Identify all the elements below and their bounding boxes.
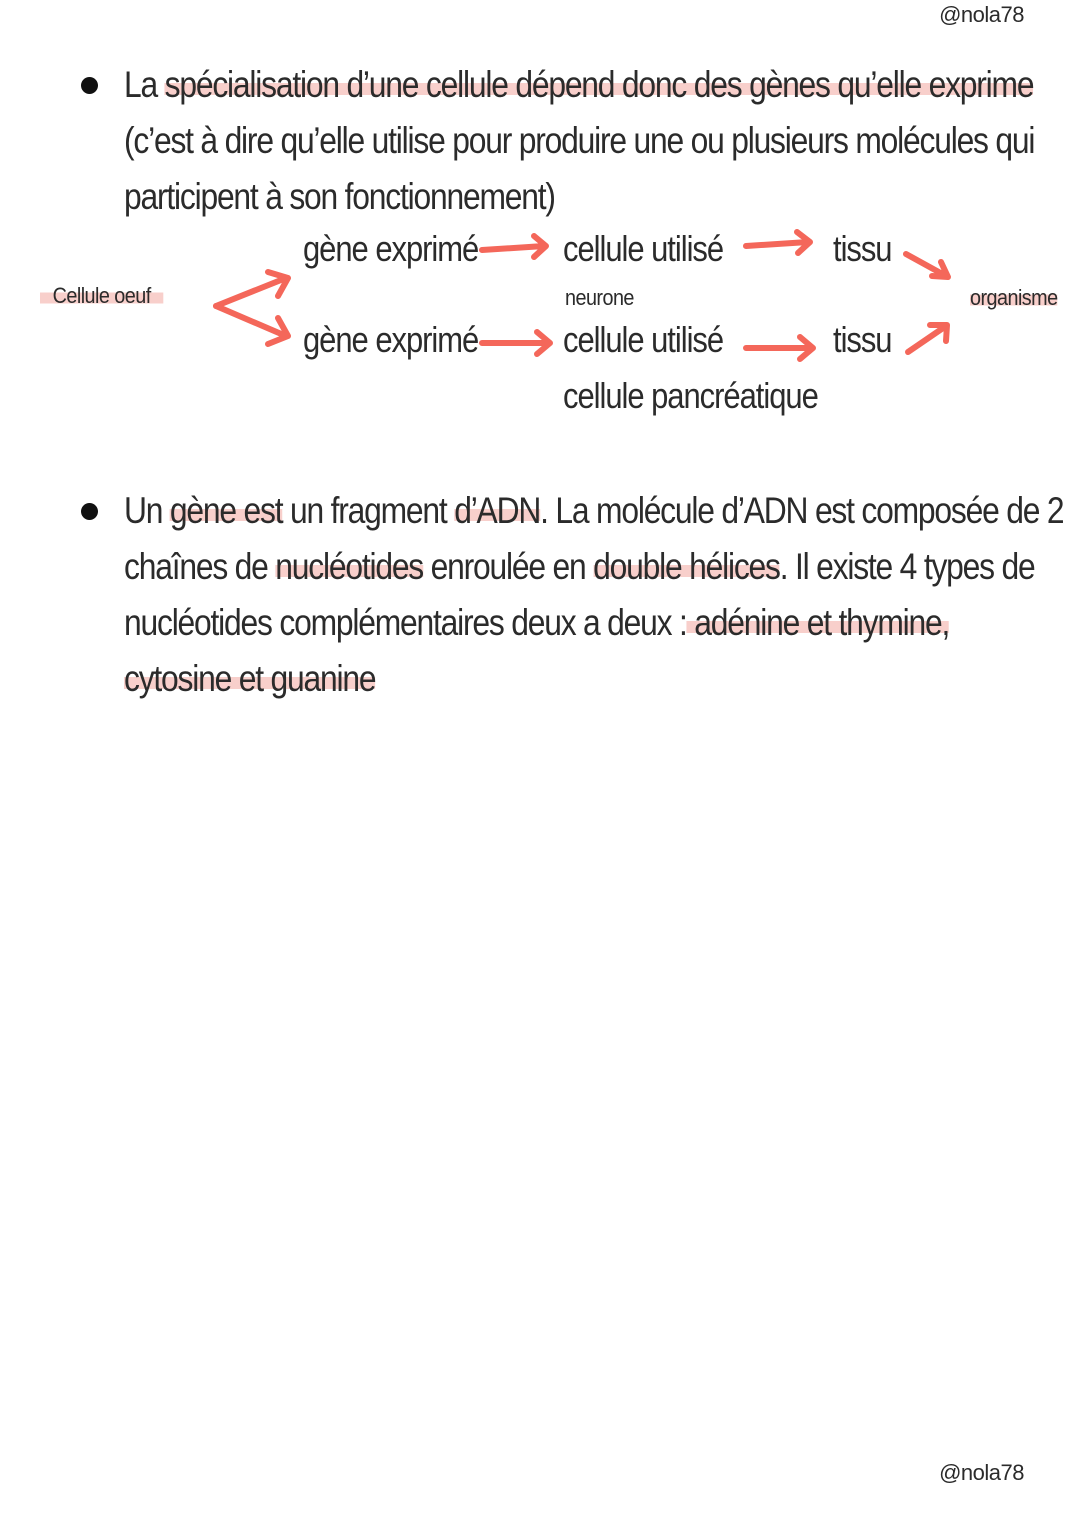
diagram-bottom-gene: gène exprimé: [303, 319, 479, 360]
highlighted-phrase: d’ADN: [454, 490, 541, 531]
diagram-arrows: [0, 0, 1080, 460]
arrow-bottom-gene-cell: [482, 332, 550, 354]
author-handle-bottom: @nola78: [939, 1460, 1024, 1485]
diagram-bottom-tissue: tissu: [833, 319, 892, 360]
highlighted-phrase: spécialisation d’une cellule dépend donc des gènes qu’elle exprime: [164, 64, 1034, 105]
arrow-top-cell-tissue: [746, 232, 810, 253]
split-arrow-down: [216, 306, 288, 344]
author-handle-top: @nola78: [939, 2, 1024, 27]
split-arrow-up: [216, 272, 288, 306]
highlighted-phrase: nucléotides: [275, 546, 424, 587]
diagram-bottom-cell-example: cellule pancréatique: [563, 375, 818, 416]
paragraph-line: (c’est à dire qu’elle utilise pour produire une ou plusieurs molécules qui: [124, 120, 1035, 161]
arrow-top-tissue-organism: [906, 254, 948, 277]
highlighted-phrase: adénine et thymine,: [686, 602, 950, 643]
diagram-top-tissue: tissu: [833, 228, 892, 269]
paragraph-line: chaînes de nucléotides enroulée en double hélices. Il existe 4 types de: [124, 546, 1035, 587]
arrow-top-gene-cell: [482, 236, 546, 257]
diagram-top-cell: cellule utilisé: [563, 228, 724, 269]
highlighted-phrase: gène est: [169, 490, 283, 531]
arrow-bottom-tissue-organism: [908, 325, 947, 352]
arrow-bottom-cell-tissue: [746, 337, 813, 359]
paragraph-adn: [124, 483, 1064, 707]
diagram-top-cell-example: neurone: [565, 285, 634, 310]
diagram-start-label: Cellule oeuf: [40, 283, 163, 309]
diagram-end-label: organisme: [970, 285, 1058, 310]
paragraph-line: [124, 651, 932, 707]
diagram-top-gene: gène exprimé: [303, 228, 479, 269]
highlighted-phrase: cytosine et guanine: [124, 658, 376, 699]
paragraph-line: La spécialisation d’une cellule dépend donc des gènes qu’elle exprime: [124, 64, 1034, 105]
paragraph-line: nucléotides complémentaires deux a deux : adénine et thymine,: [124, 602, 950, 643]
highlighted-phrase: double hélices: [593, 546, 780, 587]
diagram-bottom-cell: cellule utilisé: [563, 319, 724, 360]
paragraph-line: participent à son fonctionnement): [124, 176, 555, 217]
paragraph-line: Un gène est un fragment d’ADN. La molécule d’ADN est composée de 2: [124, 490, 1064, 531]
bullet-2-dot: [81, 503, 98, 520]
